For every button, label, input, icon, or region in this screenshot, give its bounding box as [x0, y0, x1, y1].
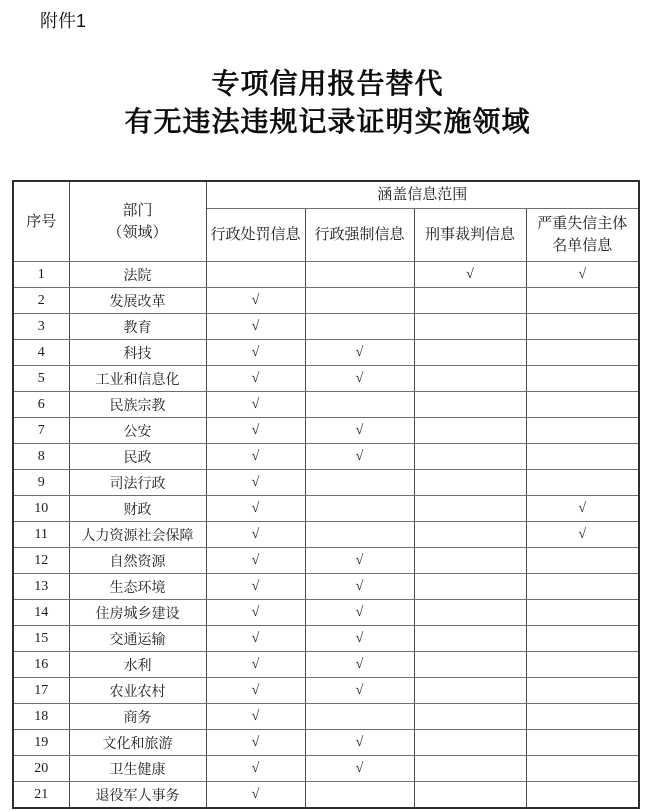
empty-cell	[526, 288, 639, 314]
department-name: 法院	[69, 262, 206, 288]
department-name: 民政	[69, 444, 206, 470]
row-number: 15	[13, 626, 69, 652]
empty-cell	[305, 782, 414, 809]
department-name: 民族宗教	[69, 392, 206, 418]
empty-cell	[526, 678, 639, 704]
department-name: 自然资源	[69, 548, 206, 574]
empty-cell	[526, 782, 639, 809]
empty-cell	[414, 600, 526, 626]
header-department-line2: （领域）	[107, 223, 168, 241]
empty-cell	[305, 288, 414, 314]
check-mark: √	[206, 626, 305, 652]
table-row	[13, 444, 639, 470]
empty-cell	[526, 574, 639, 600]
header-admin-enforcement: 行政强制信息	[305, 209, 414, 262]
department-name: 交通运输	[69, 626, 206, 652]
empty-cell	[526, 626, 639, 652]
check-mark: √	[206, 340, 305, 366]
empty-cell	[206, 262, 305, 288]
check-mark: √	[206, 704, 305, 730]
table-row	[13, 652, 639, 678]
attachment-label: 附件1	[40, 11, 87, 31]
document-title	[0, 66, 655, 142]
empty-cell	[526, 756, 639, 782]
check-mark: √	[305, 366, 414, 392]
table-row	[13, 392, 639, 418]
check-mark: √	[305, 574, 414, 600]
table-row	[13, 418, 639, 444]
header-dishonesty-line2: 名单信息	[552, 237, 613, 254]
check-mark: √	[206, 314, 305, 340]
empty-cell	[414, 288, 526, 314]
department-name: 发展改革	[69, 288, 206, 314]
check-mark: √	[206, 600, 305, 626]
check-mark: √	[206, 782, 305, 809]
row-number: 1	[13, 262, 69, 288]
check-mark: √	[526, 496, 639, 522]
table-row	[13, 340, 639, 366]
empty-cell	[526, 652, 639, 678]
empty-cell	[526, 340, 639, 366]
table-row	[13, 678, 639, 704]
header-coverage-group: 涵盖信息范围	[206, 181, 639, 209]
empty-cell	[526, 444, 639, 470]
row-number: 18	[13, 704, 69, 730]
header-criminal-judgment: 刑事裁判信息	[414, 209, 526, 262]
row-number: 5	[13, 366, 69, 392]
empty-cell	[526, 548, 639, 574]
table-row	[13, 288, 639, 314]
empty-cell	[414, 496, 526, 522]
row-number: 20	[13, 756, 69, 782]
empty-cell	[414, 730, 526, 756]
check-mark: √	[305, 678, 414, 704]
empty-cell	[526, 366, 639, 392]
empty-cell	[414, 574, 526, 600]
check-mark: √	[206, 496, 305, 522]
department-name: 司法行政	[69, 470, 206, 496]
table-row	[13, 548, 639, 574]
row-number: 4	[13, 340, 69, 366]
table-row	[13, 470, 639, 496]
department-name: 公安	[69, 418, 206, 444]
check-mark: √	[206, 678, 305, 704]
row-number: 21	[13, 782, 69, 809]
department-name: 教育	[69, 314, 206, 340]
table-row	[13, 496, 639, 522]
table-row	[13, 782, 639, 809]
empty-cell	[414, 704, 526, 730]
check-mark: √	[305, 756, 414, 782]
department-name: 卫生健康	[69, 756, 206, 782]
row-number: 11	[13, 522, 69, 548]
check-mark: √	[206, 392, 305, 418]
empty-cell	[414, 314, 526, 340]
empty-cell	[414, 756, 526, 782]
row-number: 16	[13, 652, 69, 678]
empty-cell	[305, 496, 414, 522]
row-number: 2	[13, 288, 69, 314]
empty-cell	[526, 730, 639, 756]
empty-cell	[414, 444, 526, 470]
check-mark: √	[206, 652, 305, 678]
empty-cell	[414, 652, 526, 678]
row-number: 14	[13, 600, 69, 626]
check-mark: √	[305, 652, 414, 678]
empty-cell	[305, 470, 414, 496]
row-number: 7	[13, 418, 69, 444]
row-number: 8	[13, 444, 69, 470]
check-mark: √	[206, 288, 305, 314]
check-mark: √	[305, 730, 414, 756]
table-row	[13, 704, 639, 730]
department-name: 财政	[69, 496, 206, 522]
check-mark: √	[206, 470, 305, 496]
empty-cell	[414, 548, 526, 574]
empty-cell	[526, 418, 639, 444]
check-mark: √	[526, 262, 639, 288]
empty-cell	[414, 522, 526, 548]
header-dishonesty-line1: 严重失信主体	[537, 215, 628, 232]
table-body	[13, 262, 639, 809]
empty-cell	[526, 704, 639, 730]
check-mark: √	[206, 756, 305, 782]
header-row-group	[13, 181, 639, 209]
table-row	[13, 314, 639, 340]
department-name: 住房城乡建设	[69, 600, 206, 626]
department-name: 水利	[69, 652, 206, 678]
check-mark: √	[305, 444, 414, 470]
table-row	[13, 626, 639, 652]
row-number: 19	[13, 730, 69, 756]
table-row	[13, 366, 639, 392]
department-name: 科技	[69, 340, 206, 366]
empty-cell	[414, 366, 526, 392]
empty-cell	[305, 704, 414, 730]
empty-cell	[414, 418, 526, 444]
table-row	[13, 600, 639, 626]
header-dishonesty-list	[526, 209, 639, 262]
empty-cell	[305, 314, 414, 340]
department-name: 农业农村	[69, 678, 206, 704]
table-header	[13, 181, 639, 262]
empty-cell	[414, 340, 526, 366]
row-number: 12	[13, 548, 69, 574]
department-name: 退役军人事务	[69, 782, 206, 809]
check-mark: √	[305, 626, 414, 652]
table-row	[13, 756, 639, 782]
row-number: 13	[13, 574, 69, 600]
table-row	[13, 522, 639, 548]
row-number: 17	[13, 678, 69, 704]
table-row	[13, 574, 639, 600]
header-admin-penalty: 行政处罚信息	[206, 209, 305, 262]
empty-cell	[305, 522, 414, 548]
empty-cell	[414, 392, 526, 418]
table-row	[13, 730, 639, 756]
check-mark: √	[414, 262, 526, 288]
check-mark: √	[526, 522, 639, 548]
row-number: 6	[13, 392, 69, 418]
coverage-table	[12, 180, 640, 809]
header-department	[69, 181, 206, 262]
check-mark: √	[305, 418, 414, 444]
check-mark: √	[305, 548, 414, 574]
empty-cell	[526, 470, 639, 496]
header-serial: 序号	[13, 181, 69, 262]
empty-cell	[414, 782, 526, 809]
empty-cell	[305, 262, 414, 288]
department-name: 工业和信息化	[69, 366, 206, 392]
check-mark: √	[206, 574, 305, 600]
check-mark: √	[206, 730, 305, 756]
empty-cell	[526, 392, 639, 418]
department-name: 人力资源社会保障	[69, 522, 206, 548]
check-mark: √	[206, 366, 305, 392]
department-name: 生态环境	[69, 574, 206, 600]
check-mark: √	[305, 600, 414, 626]
empty-cell	[305, 392, 414, 418]
header-department-line1: 部门	[122, 201, 153, 219]
check-mark: √	[206, 418, 305, 444]
check-mark: √	[206, 548, 305, 574]
check-mark: √	[305, 340, 414, 366]
check-mark: √	[206, 444, 305, 470]
table-row	[13, 262, 639, 288]
row-number: 9	[13, 470, 69, 496]
row-number: 10	[13, 496, 69, 522]
row-number: 3	[13, 314, 69, 340]
empty-cell	[526, 600, 639, 626]
empty-cell	[414, 470, 526, 496]
department-name: 文化和旅游	[69, 730, 206, 756]
check-mark: √	[206, 522, 305, 548]
department-name: 商务	[69, 704, 206, 730]
empty-cell	[414, 678, 526, 704]
empty-cell	[526, 314, 639, 340]
document-title-line1: 专项信用报告替代	[211, 69, 444, 100]
document-title-line2: 有无违法违规记录证明实施领域	[124, 107, 531, 138]
empty-cell	[414, 626, 526, 652]
